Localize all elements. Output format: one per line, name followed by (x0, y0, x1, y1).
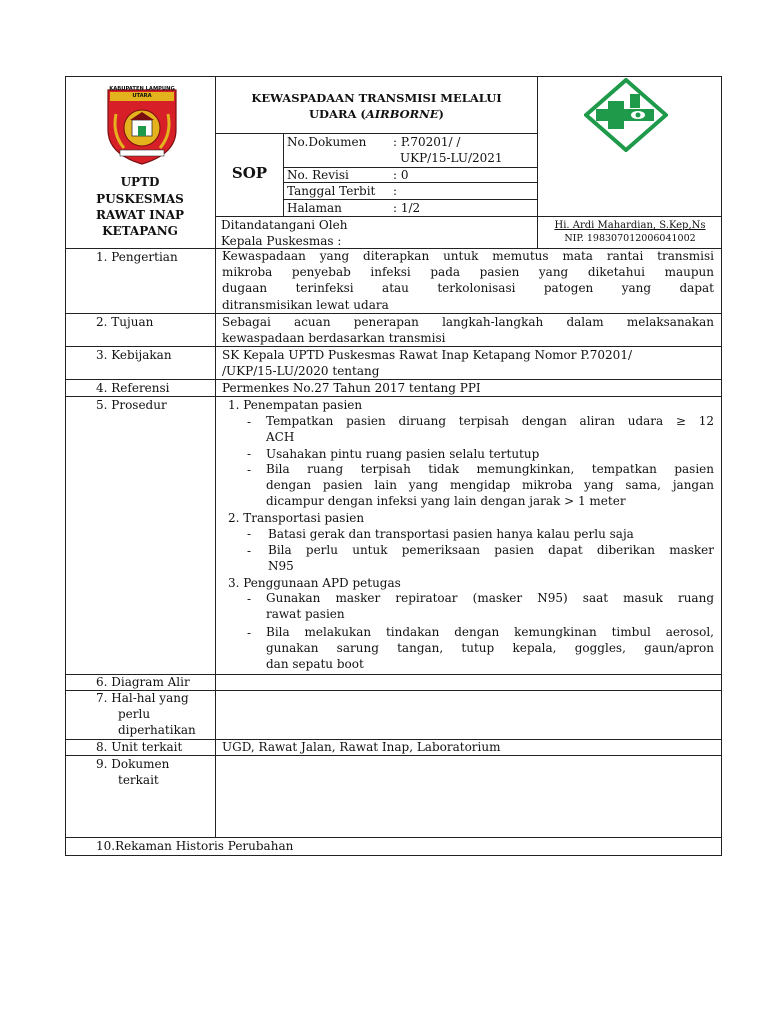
row-label-rekaman: 10.Rekaman Historis Perubahan (96, 839, 294, 853)
divider (215, 248, 216, 837)
text-line: rawat pasien (266, 607, 345, 622)
seal-banner-text: KABUPATEN LAMPUNG UTARA (109, 86, 175, 99)
puskesmas-logo (584, 78, 668, 152)
row-label-kebijakan: 3. Kebijakan (96, 348, 172, 362)
text-line: /UKP/15-LU/2020 tentang (222, 364, 380, 379)
text-line: Bila ruang terpisah tidak memungkinkan, tempatkan pasien (266, 462, 714, 476)
text-line: dugaan terinfeksi atau terkolonisasi patogen yang dapat (222, 281, 714, 296)
row-label-prosedur: 5. Prosedur (96, 398, 167, 412)
text-line: SK Kepala UPTD Puskesmas Rawat Inap Ketapang Nomor P.70201/ (222, 348, 632, 362)
row-label-tujuan: 2. Tujuan (96, 315, 154, 329)
text-line: Kewaspadaan yang diterapkan untuk memutus mata rantai transmisi (222, 249, 714, 263)
bullet-dash: - (247, 592, 252, 606)
text-line: mikroba penyebab infeksi pada pasien yang diketahui maupun (222, 265, 714, 280)
prosedur-bullet (266, 590, 714, 622)
org-name-line: KETAPANG (102, 224, 178, 238)
divider (283, 133, 284, 216)
meta-value: : (393, 184, 398, 198)
prosedur-bullet: Batasi gerak dan transportasi pasien hanya kalau perlu saja (268, 527, 634, 541)
text-line: kewaspadaan berdasarkan transmisi (222, 331, 446, 346)
bullet-dash: - (247, 447, 252, 461)
meta-value: : 0 (393, 168, 409, 182)
divider (215, 133, 537, 134)
document-title-line2 (216, 106, 537, 122)
bullet-dash: - (247, 527, 252, 541)
prosedur-section-title: 1. Penempatan pasien (228, 398, 363, 412)
bullet-dash: - (247, 544, 252, 558)
signed-by-role: Kepala Puskesmas : (221, 234, 342, 248)
text-line: dan sepatu boot (266, 657, 364, 672)
text-line: gunakan sarung tangan, tutup kepala, goggles, gaun/apron (266, 641, 714, 656)
meta-value: UKP/15-LU/2021 (400, 151, 503, 165)
sop-label: SOP (231, 164, 268, 182)
meta-label: No.Dokumen (287, 135, 367, 149)
title-italic: AIRBORNE (365, 107, 439, 121)
meta-label: Tanggal Terbit (287, 184, 376, 198)
text-line: N95 (268, 559, 294, 574)
text-line: Gunakan masker repiratoar (masker N95) saat masuk ruang (266, 591, 714, 605)
row-label-dokumen: 9. Dokumen (96, 757, 170, 771)
org-name-line: UPTD (120, 175, 160, 189)
org-name-line: RAWAT INAP (95, 208, 185, 222)
row-label-hal-hal: 7. Hal-hal yang (96, 691, 189, 705)
text-line: dicampur dengan infeksi yang lain dengan jarak > 1 meter (266, 494, 626, 509)
row-label-hal-hal: diperhatikan (118, 723, 196, 737)
signer-nip: NIP. 198307012006041002 (564, 233, 696, 244)
kebijakan-text (222, 347, 714, 379)
prosedur-bullet (268, 542, 714, 574)
pengertian-text (222, 248, 714, 313)
text-line: Sebagai acuan penerapan langkah-langkah dalam melaksanakan (222, 315, 714, 329)
text-line: dengan pasien lain yang mengidap mikroba yang sama, jangan (266, 478, 714, 493)
signer-name: Hi. Ardi Mahardian, S.Kep,Ns (554, 220, 706, 231)
bullet-dash: - (247, 626, 252, 640)
prosedur-section-title: 3. Penggunaan APD petugas (228, 576, 401, 590)
meta-label: No. Revisi (287, 168, 349, 182)
meta-value: : 1/2 (393, 201, 421, 215)
tujuan-text (222, 314, 714, 346)
prosedur-bullet (266, 624, 714, 673)
row-label-dokumen: terkait (118, 773, 159, 787)
document-title: KEWASPADAAN TRANSMISI MELALUI (251, 91, 502, 105)
unit-terkait-text: UGD, Rawat Jalan, Rawat Inap, Laboratorium (222, 740, 501, 754)
text-line: Bila perlu untuk pemeriksaan pasien dapat diberikan masker (268, 543, 714, 557)
title-suffix: ) (438, 107, 444, 121)
prosedur-bullet (266, 413, 714, 445)
row-label-diagram-alir: 6. Diagram Alir (96, 675, 190, 689)
row-label-pengertian: 1. Pengertian (96, 250, 178, 264)
row-label-referensi: 4. Referensi (96, 381, 170, 395)
referensi-text: Permenkes No.27 Tahun 2017 tentang PPI (222, 381, 481, 395)
prosedur-bullet: Usahakan pintu ruang pasien selalu tertutup (266, 447, 540, 461)
bullet-dash: - (247, 415, 252, 429)
signed-by-label: Ditandatangani Oleh (221, 218, 348, 232)
text-line: Tempatkan pasien diruang terpisah dengan aliran udara ≥ 12 (266, 414, 714, 428)
bullet-dash: - (247, 463, 252, 477)
text-line: Bila melakukan tindakan dengan kemungkinan timbul aerosol, (266, 625, 714, 639)
text-line: ACH (266, 430, 295, 445)
title-prefix: UDARA ( (309, 107, 366, 121)
meta-value: : P.70201/ / (393, 135, 461, 149)
prosedur-section-title: 2. Transportasi pasien (228, 511, 365, 525)
meta-label: Halaman (287, 201, 342, 215)
text-line: ditransmisikan lewat udara (222, 297, 389, 312)
row-label-unit-terkait: 8. Unit terkait (96, 740, 183, 754)
prosedur-bullet (266, 461, 714, 510)
row-label-hal-hal: perlu (118, 707, 151, 721)
org-name-line: PUSKESMAS (96, 192, 184, 206)
